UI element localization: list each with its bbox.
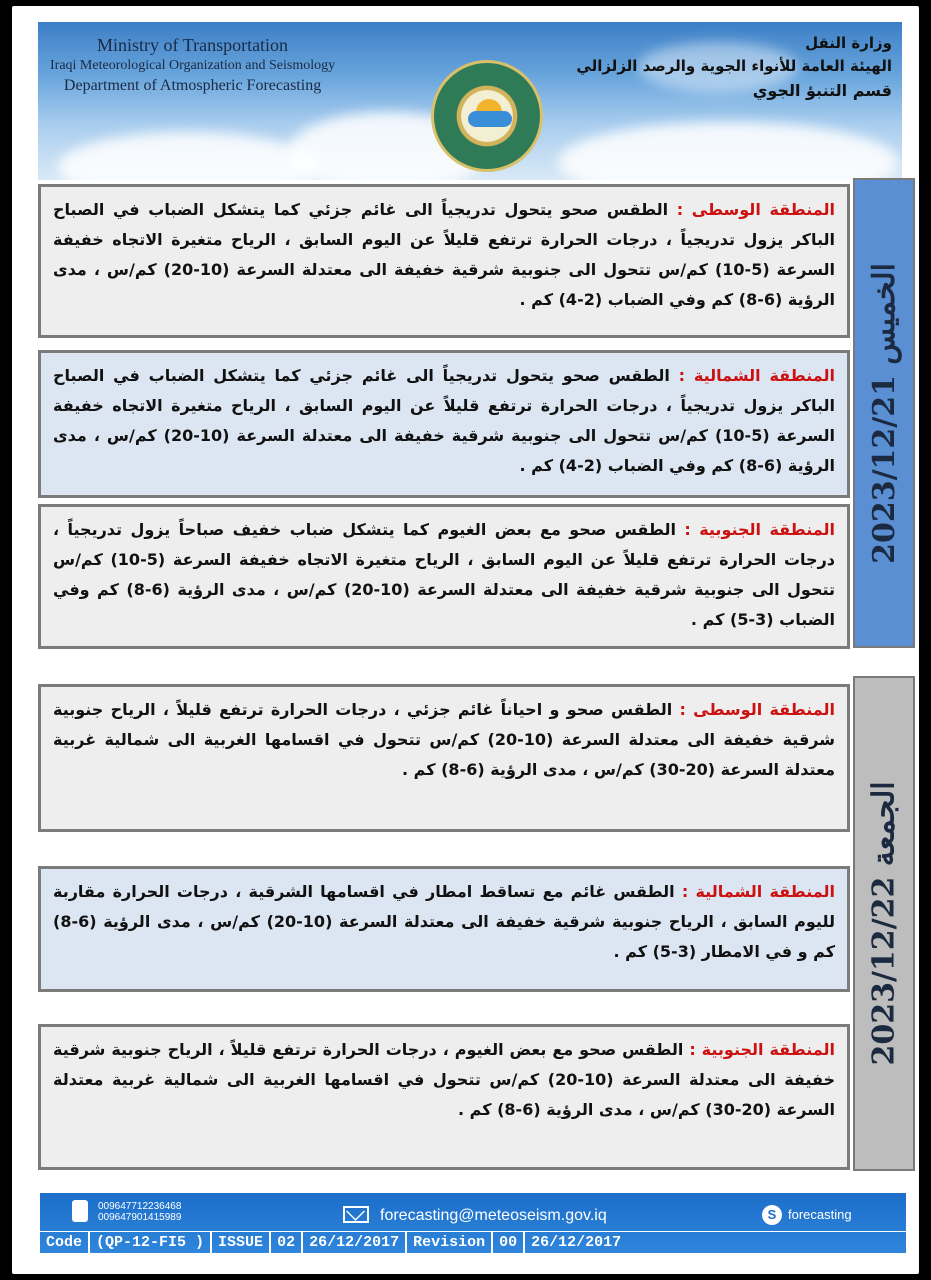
issue-date: 26/12/2017 xyxy=(301,1232,405,1253)
day2-date-bar xyxy=(853,676,915,1171)
code-label: Code xyxy=(46,1234,83,1251)
day1-date-bar xyxy=(853,178,915,648)
region-label: المنطقة الوسطى : xyxy=(679,700,836,719)
forecast-text: الطقس صحو مع بعض الغيوم ، درجات الحرارة ترتفع قليلاً ، الرياح جنوبية شرقية خفيفة الى معتدلة السرعة (10-20) كم/س تتحول في اقسامها الغربية الى شمالية غربية معتدلة السرعة (20-30) كم/س ، مدى الرؤية (6-8) كم . xyxy=(53,1040,835,1119)
day2-northern-forecast xyxy=(38,866,850,992)
day1-central-forecast xyxy=(38,184,850,338)
organization-name-ar: الهيئة العامة للأنواء الجوية والرصد الزلزالي xyxy=(576,57,892,76)
cloud-icon xyxy=(468,111,512,127)
department-name-en: Department of Atmospheric Forecasting xyxy=(63,76,322,94)
region-label: المنطقة الجنوبية : xyxy=(689,1040,836,1059)
region-label: المنطقة الوسطى : xyxy=(676,200,835,219)
header-english xyxy=(50,34,335,96)
revision-label: Revision xyxy=(405,1232,491,1253)
day1-southern-forecast xyxy=(38,504,850,649)
region-label: المنطقة الشمالية : xyxy=(678,366,835,385)
day2-central-forecast xyxy=(38,684,850,832)
day1-date-label: الخميس 2023/12/21 xyxy=(866,262,902,564)
phone-icon xyxy=(72,1200,88,1222)
header-arabic xyxy=(576,32,892,103)
issue-value: 02 xyxy=(269,1232,301,1253)
forecast-text: الطقس صحو و احياناً غائم جزئي ، درجات الحرارة ترتفع قليلاً ، الرياح جنوبية شرقية خفيفة الى معتدلة السرعة (10-20) كم/س تتحول في اقسامها الغربية الى شمالية غربية معتدلة السرعة (20-30) كم/س ، مدى الرؤية (6-8) كم . xyxy=(53,700,835,779)
forecast-text: الطقس صحو يتحول تدريجياً الى غائم جزئي كما يتشكل الضباب في الصباح الباكر يزول تدريجياً ، درجات الحرارة ترتفع قليلاً عن اليوم السابق ، الرياح متغيرة الاتجاه خفيفة السرعة (5-10) كم/س تتحول الى جنوبية شرقية خفيفة الى معتدلة السرعة (10-20) كم/س ، مدى الرؤية (6-8) كم وفي الضباب (2-4) كم . xyxy=(53,366,836,475)
issue-label: ISSUE xyxy=(210,1232,269,1253)
organization-logo-icon xyxy=(431,60,543,172)
region-label: المنطقة الشمالية : xyxy=(681,882,836,901)
mail-icon xyxy=(343,1206,369,1223)
revision-date: 26/12/2017 xyxy=(523,1232,627,1253)
phone-number-1[interactable]: 009647712236468 xyxy=(98,1201,182,1212)
phone-number-2[interactable]: 009647901415989 xyxy=(98,1212,182,1223)
day2-southern-forecast xyxy=(38,1024,850,1170)
header-banner xyxy=(38,22,902,180)
revision-value: 00 xyxy=(491,1232,523,1253)
day2-date-label: الجمعة 2023/12/22 xyxy=(866,781,902,1066)
forecast-text: الطقس غائم مع تساقط امطار في اقسامها الشرقية ، درجات الحرارة مقاربة لليوم السابق ، الرياح جنوبية شرقية خفيفة الى معتدلة السرعة (10-20) كم/س ، مدى الرؤية (6-8) كم و في الامطار (3-5) كم . xyxy=(53,882,835,961)
department-name-ar: قسم التنبؤ الجوي xyxy=(752,80,892,100)
phone-numbers xyxy=(98,1201,181,1223)
day1-northern-forecast xyxy=(38,350,850,498)
organization-name-en: Iraqi Meteorological Organization and Seismology xyxy=(50,58,336,74)
forecast-text: الطقس صحو يتحول تدريجياً الى غائم جزئي كما يتشكل الضباب في الصباح الباكر يزول تدريجياً ، درجات الحرارة ترتفع قليلاً عن اليوم السابق ، الرياح متغيرة الاتجاه خفيفة السرعة (5-10) كم/س تتحول الى جنوبية شرقية خفيفة الى معتدلة السرعة (10-20) كم/س ، مدى الرؤية (6-8) كم وفي الضباب (2-4) كم . xyxy=(53,200,836,309)
email-link[interactable]: forecasting@meteoseism.gov.iq xyxy=(380,1207,607,1224)
ministry-name-en: Ministry of Transportation xyxy=(97,35,289,55)
code-value: (QP-12-FI5 ) xyxy=(88,1232,210,1253)
region-label: المنطقة الجنوبية : xyxy=(684,520,836,539)
skype-id[interactable]: forecasting xyxy=(788,1207,852,1222)
document-code-row xyxy=(40,1231,906,1253)
ministry-name-ar: وزارة النقل xyxy=(805,34,892,52)
skype-icon: S xyxy=(762,1205,782,1225)
footer-bar xyxy=(40,1193,906,1253)
forecast-text: الطقس صحو مع بعض الغيوم كما يتشكل ضباب خفيف صباحاً يزول تدريجياً ، درجات الحرارة ترتفع قليلاً عن اليوم السابق ، الرياح متغيرة الاتجاه خفيفة السرعة (5-10) كم/س تتحول الى جنوبية شرقية خفيفة الى معتدلة السرعة (10-20) كم/س ، مدى الرؤية (6-8) كم وفي الضباب (3-5) كم . xyxy=(53,520,836,629)
